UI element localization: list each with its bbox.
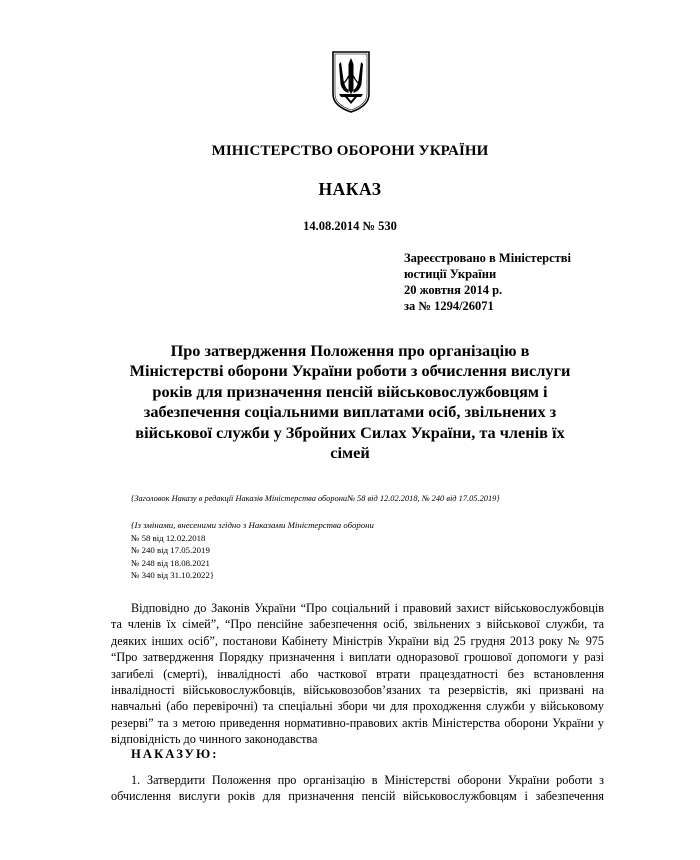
amendment-item: № 248 від 18.08.2021 <box>131 557 210 568</box>
preamble-line: загибелі (смерті), інвалідності або часткової втрати працездатності без встановлення <box>111 666 604 681</box>
heading-line: Міністерстві оборони України роботи з обчислення вислуги <box>129 361 571 381</box>
preamble-line: інвалідності військовослужбовців, військовозобов’язаних та резервістів, які призвані на <box>111 683 604 698</box>
trident-coat-of-arms-icon <box>331 50 371 114</box>
heading-line: років для призначення пенсій військовослужбовцям і <box>152 381 548 401</box>
order-date-number: 14.08.2014 № 530 <box>303 219 397 233</box>
order-item-line: обчислення вислуги років для призначення пенсій військовослужбовцям і забезпечення <box>111 789 604 804</box>
preamble-line: Відповідно до Законів України “Про соціальний і правовий захист військовослужбовців <box>131 601 604 615</box>
heading-line: Про затвердження Положення про організацію в <box>170 341 530 360</box>
amendment-item: № 240 від 17.05.2019 <box>131 545 210 555</box>
edition-note: {Заголовок Наказу в редакції Наказів Міністерства оборони№ 58 від 12.02.2018, № 240 від 17.05.2019} <box>131 494 500 503</box>
amendments-intro: {Із змінами, внесеними згідно з Наказами Міністерства оборони <box>131 520 374 530</box>
registration-date: 20 жовтня 2014 р. <box>404 283 503 297</box>
preamble-paragraph <box>111 600 604 748</box>
amendments-note <box>131 519 431 582</box>
heading-line: забезпечення соціальними виплатами осіб, звільнених з <box>143 402 557 422</box>
registration-line: юстиції України <box>404 267 497 281</box>
amendment-item: № 340 від 31.10.2022} <box>131 570 215 580</box>
preamble-line: відповідність до чинного законодавства <box>111 732 318 747</box>
heading-line: сімей <box>330 443 370 463</box>
order-directive-label: НАКАЗУЮ: <box>131 747 219 761</box>
preamble-line: навчальні (або перевірочні) та спеціальні збори чи для проходження служби у військовому <box>111 699 604 714</box>
order-title: НАКАЗ <box>318 179 382 199</box>
order-item-1 <box>111 772 604 805</box>
heading-line: військової служби у Збройних Силах України, та членів їх <box>135 422 565 442</box>
preamble-line: резерві” та з метою приведення нормативно-правових актів Міністерства оборони України у <box>111 715 604 730</box>
preamble-line: та членів їх сімей”, “Про пенсійне забезпечення осіб, звільнених з військової служби, та <box>111 617 604 632</box>
registration-number: за № 1294/26071 <box>404 299 494 313</box>
registration-block <box>404 250 624 314</box>
registration-line: Зареєстровано в Міністерстві <box>404 251 571 265</box>
document-heading <box>108 341 592 463</box>
ministry-name: МІНІСТЕРСТВО ОБОРОНИ УКРАЇНИ <box>211 143 489 159</box>
preamble-line: “Про затвердження Порядку призначення і виплати одноразової грошової допомоги у разі <box>111 650 604 665</box>
preamble-line: деяких інших осіб”, постанови Кабінету Міністрів України від 25 грудня 2013 року № 975 <box>111 633 604 648</box>
order-item-line: 1. Затвердити Положення про організацію в Міністерстві оборони України роботи з <box>131 773 604 787</box>
amendment-item: № 58 від 12.02.2018 <box>131 532 206 543</box>
